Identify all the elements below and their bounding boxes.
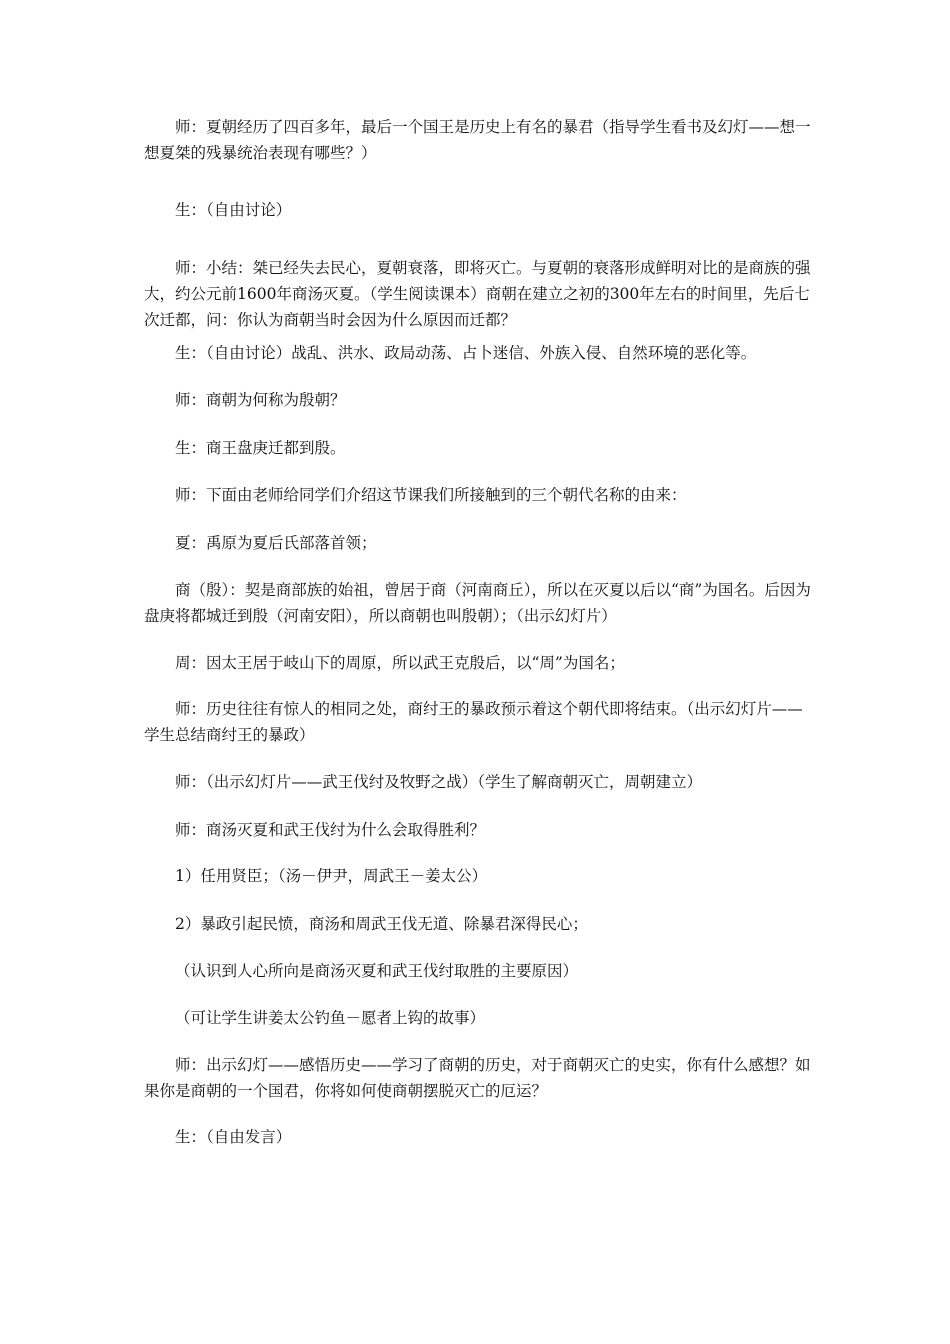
paragraph-xia-origin: 夏：禹原为夏后氏部落首领； (175, 534, 377, 552)
paragraph-teacher-zhou-king: 师：历史往往有惊人的相同之处，商纣王的暴政预示着这个朝代即将结束。（出示幻灯片——学生总结商纣王的暴政） (144, 700, 803, 744)
paragraph-teacher-yin-question: 师：商朝为何称为殷朝？ (175, 391, 346, 409)
paragraph-shang-origin: 商（殷）：契是商部族的始祖，曾居于商（河南商丘），所以在灭夏以后以“商”为国名。后因为盘庚将都城迁到殷（河南安阳），所以商朝也叫殷朝）；（出示幻灯片） (144, 581, 811, 625)
list-item-1: 1）任用贤臣；（汤－伊尹，周武王－姜太公） (175, 867, 488, 885)
paragraph-student-free-speech: 生：（自由发言） (175, 1128, 292, 1146)
paragraph-teacher-reflection: 师：出示幻灯——感悟历史——学习了商朝的历史，对于商朝灭亡的史实，你有什么感想？如果你是商朝的一个国君，你将如何使商朝摆脱灭亡的厄运？ (144, 1056, 811, 1100)
paragraph-note-main-reason: （认识到人心所向是商汤灭夏和武王伐纣取胜的主要原因） (175, 962, 579, 980)
paragraph-zhou-origin: 周：因太王居于岐山下的周原，所以武王克殷后，以“周”为国名； (175, 654, 625, 672)
list-item-2: 2）暴政引起民愤，商汤和周武王伐无道、除暴君深得民心； (175, 915, 588, 933)
paragraph-teacher-summary: 师：小结：桀已经失去民心，夏朝衰落，即将灭亡。与夏朝的衰落形成鲜明对比的是商族的强大，约公元前1600年商汤灭夏。（学生阅读课本）商朝在建立之初的300年左右的时间里，先后七次迁都，问：你认为商朝当时会因为什么原因而迁都？ (144, 259, 811, 329)
paragraph-student-reasons: 生：（自由讨论）战乱、洪水、政局动荡、占卜迷信、外族入侵、自然环境的恶化等。 (175, 344, 757, 362)
paragraph-note-story: （可让学生讲姜太公钓鱼－愿者上钩的故事） (175, 1009, 486, 1027)
paragraph-teacher-xia-tyrant: 师：夏朝经历了四百多年，最后一个国王是历史上有名的暴君（指导学生看书及幻灯——想一想夏桀的残暴统治表现有哪些？） (144, 118, 811, 162)
paragraph-teacher-dynasty-names: 师：下面由老师给同学们介绍这节课我们所接触到的三个朝代名称的由来： (175, 486, 687, 504)
paragraph-student-pangeng: 生：商王盘庚迁都到殷。 (175, 439, 346, 457)
paragraph-student-discussion-1: 生：（自由讨论） (175, 201, 292, 219)
paragraph-teacher-victory-question: 师：商汤灭夏和武王伐纣为什么会取得胜利？ (175, 821, 486, 839)
paragraph-teacher-muye-battle: 师：（出示幻灯片——武王伐纣及牧野之战）（学生了解商朝灭亡，周朝建立） (175, 773, 703, 791)
